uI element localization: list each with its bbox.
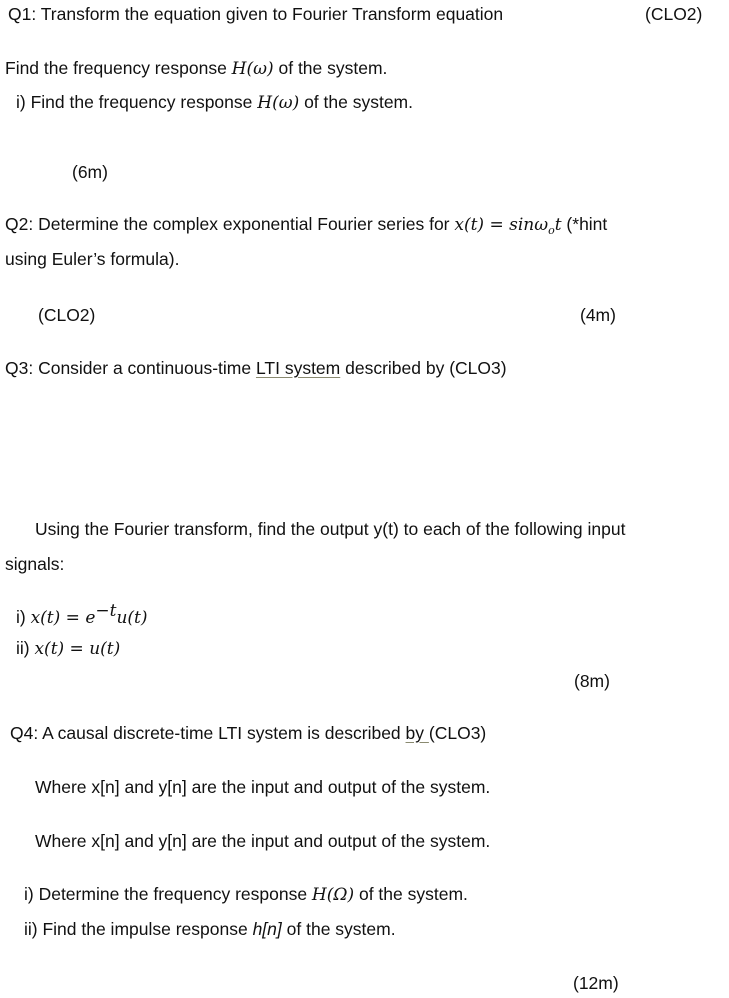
text: Find the frequency response [5,58,232,78]
q2-marks: (4m) [580,305,616,325]
text: of the system. [273,58,388,78]
text: (*hint [561,214,608,234]
math-h-omega: H(ω) [257,93,300,113]
text: of the system. [299,92,413,112]
q4-title [10,722,486,744]
q1-clo: (CLO2) [645,4,703,24]
text: Q4: A causal discrete-time LTI system is described [10,723,406,743]
q3-instruction2: signals: [5,554,65,574]
q1-line1 [5,57,387,79]
q3-item2 [16,637,120,659]
math-h-Omega: H(Ω) [311,885,355,905]
italic-text: h[n] [252,919,282,939]
math-sup: −t [95,601,117,621]
math: x(t) = e [30,608,96,628]
math-x-t [454,215,561,235]
math-sub: o [548,224,555,237]
math: x(t) = u(t) [34,639,121,659]
text: i) Determine the frequency response [24,884,312,904]
q1-line2 [16,91,413,113]
math: x(t) = sinω [454,215,549,235]
q4-marks: (12m) [573,973,619,993]
q3-marks: (8m) [574,671,610,691]
text: Q3: Consider a continuous-time [5,358,256,378]
text: i) Find the frequency response [16,92,258,112]
text: of the system. [354,884,468,904]
q4-item2 [24,918,396,940]
label: i) [16,607,31,627]
q3-instruction: Using the Fourier transform, find the output y(t) to each of the following input [35,519,626,539]
q1-title: Q1: Transform the equation given to Fourier Transform equation [8,4,504,24]
math: t [554,215,562,235]
math: u(t) [116,608,148,628]
q2-line2: using Euler’s formula). [5,249,180,269]
underlined-text: by [405,723,429,743]
q4-where2: Where x[n] and y[n] are the input and output of the system. [35,831,491,851]
text: of the system. [281,919,396,939]
text: Q2: Determine the complex exponential Fourier series for [5,214,455,234]
label: ii) [16,638,35,658]
q3-title [5,357,507,379]
text: described by (CLO3) [340,358,507,378]
q4-item1 [24,883,468,905]
q2-clo: (CLO2) [38,305,96,325]
q2-title [5,213,607,235]
text: ii) Find the impulse response [24,919,253,939]
math-h-omega: H(ω) [231,59,274,79]
underlined-text: LTI system [255,358,341,378]
q1-marks: (6m) [72,162,108,182]
text: (CLO3) [428,723,487,743]
q3-item1 [16,601,148,628]
q4-where1: Where x[n] and y[n] are the input and output of the system. [35,777,491,797]
